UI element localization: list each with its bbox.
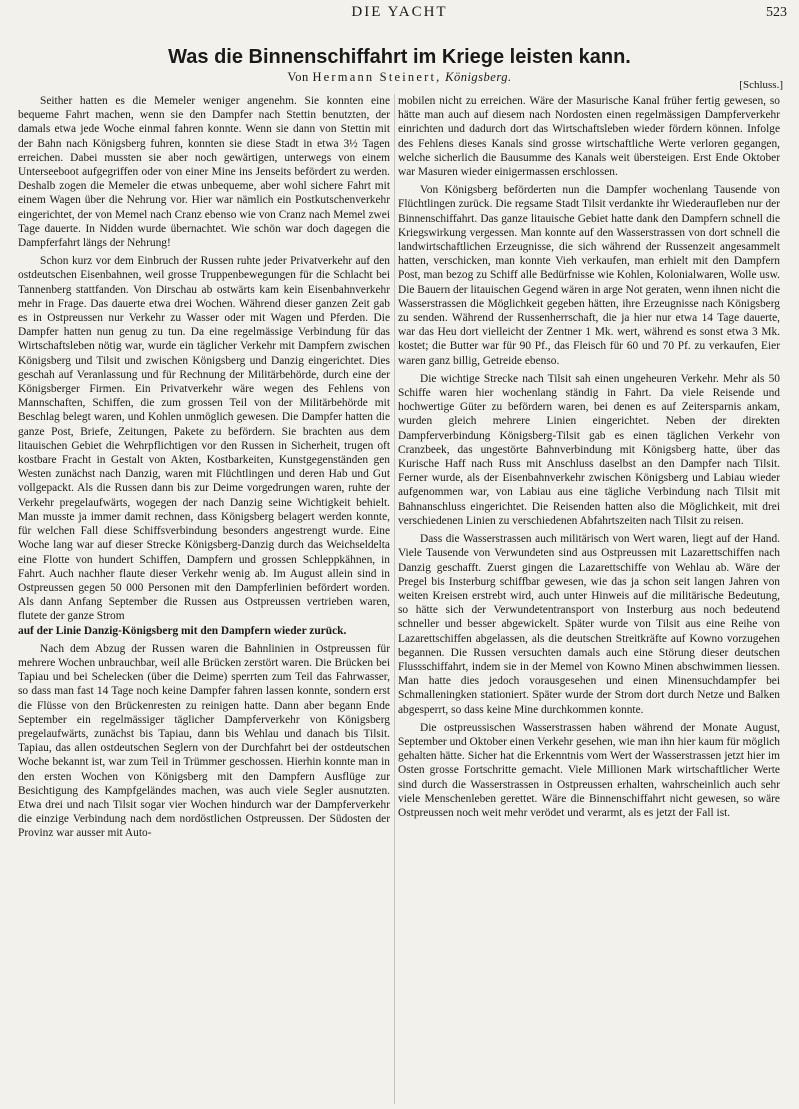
author-name: Hermann Steinert, bbox=[312, 70, 442, 84]
paragraph: Von Königsberg beförderten nun die Dampfer wochenlang Tausende von Flüchtlingen zurück. Die regsame Stadt Tilsit verdankte ihr Wiederaufleben nur der Binnenschiffahrt. Das ganze litauische Gebiet hatte dank den Dampfern schnell die Kriegswirkung vergessen. Man konnte auf den Wasserstrassen von dort schnell die landwirtschaftlichen Erzeugnisse, die sich während der Russenzeit angesammelt hatten, verschicken, man konnte Vieh verkaufen, man erhielt mit den Dampfern Post, man bezog zu Schiff alle Bedürfnisse wie Kohlen, Kolonialwaren, Wolle usw. Die Bauern der litauischen Gegend wären in arge Not geraten, wenn ihnen nicht die Wasserstrassen die Möglichkeit gegeben hätten, ihre Erzeugnisse nach Königsberg zu senden. Während der Russenherrschaft, die ja hier nur etwa 14 Tage dauerte, war das Heu dort vielleicht der Zentner 1 Mk. wert, während es sonst etwa 3 Mk. kostet; die Butter war für 90 Pf., das Fleisch für 60 und 70 Pf. zu verkaufen, Eier waren ganz billig, Getreide ebenso. bbox=[398, 184, 780, 367]
paragraph: Die ostpreussischen Wasserstrassen haben während der Monate August, September und Oktober einen Verkehr gesehen, wie man ihn hier kaum für möglich gehalten hätte. Sicher hat die Erkenntnis vom Wert der Wasserstrassen jetzt hier im Osten grosse Fortschritte gemacht. Viele Millionen Mark wirtschaftlicher Werte sind durch die Wasserstrassen in Ostpreussen erhalten, wahrscheinlich auch sehr viele Menschenleben gerettet. Wäre die Binnenschiffahrt nicht gewesen, so wäre Ostpreussen noch weit mehr verödet und verarmt, als es jetzt der Fall ist. bbox=[398, 721, 780, 819]
paragraph: Dass die Wasserstrassen auch militärisch von Wert waren, liegt auf der Hand. Viele Tausende von Verwundeten sind aus Ostpreussen mit Lazarettschiffen nach Danzig geschafft. Zuerst gingen die Lazarettschiffe von Wehlau ab. Wäre der Pregel bis Insterburg schiffbar gewesen, wie das ja schon seit langen Jahren von weiten Kreisen erstrebt wird, auch unter Hinweis auf die militärische Bedeutung, so hätte sich der Verwundetentransport von Insterburg aus noch bedeutend schneller und besser abgewickelt. Später wurde von Tilsit aus eine Reihe von Lazarettschiffen abgelassen, als die deutschen Streitkräfte auf Kowno vorzugehen begannen. Die Russen versuchten damals auch eine Störung dieser deutschen Flussschiffahrt, indem sie in der Memel von Kowno Minen abschwimmen liessen. Man hatte dies jedoch vorausgesehen und einen Minensuchdampfer bei Schmalleningken stationiert. Später wurde der Strom dort durch Netze und Balken abgesperrt, so dass keine Mine durchkommen konnte. bbox=[398, 533, 780, 716]
running-head bbox=[0, 4, 799, 21]
paragraph-bold: auf der Linie Danzig-Königsberg mit den Dampfern wieder zurück. bbox=[18, 624, 347, 637]
right-column bbox=[398, 94, 780, 824]
page-number: 523 bbox=[766, 5, 787, 20]
running-head-title: DIE YACHT bbox=[351, 4, 448, 20]
paragraph: mobilen nicht zu erreichen. Wäre der Masurische Kanal früher fertig gewesen, so hätte man auch auf diesem nach Nordosten einen regelmässigen Dampferverkehr einrichten und dadurch dort das Wirtschaftsleben wieder fördern können. Infolge des Fehlens dieses Kanals sind grosse wirtschaftliche Werte verloren gegangen, welche sicherlich die Bausumme des Kanals weit übersteigen. Erst Ende Oktober war Masuren wieder einigermassen erschlossen. bbox=[398, 95, 780, 179]
paragraph: Seither hatten es die Memeler weniger angenehm. Sie konnten eine bequeme Fahrt machen, wenn sie den Dampfer nach Stettin benutzten, der damals etwa jede Woche einmal fahren konnte. Wenn sie dann von Stettin mit der Bahn nach Königsberg fuhren, konnten sie diese Stadt in etwa 3½ Tagen erreichen. Dabei mussten sie aber noch gewärtigen, unterwegs von einem Unterseeboot aufgegriffen oder von einer Mine ins Jenseits befördert zu werden. Deshalb zogen die Memeler die etwas unbequeme, aber wohl sichere Fahrt mit einem Wagen über die Nehrung vor. Hier war nämlich ein Postkutschenverkehr eingerichtet, der von Memel nach Cranz ebenso wie von Cranz nach Memel zwei Tage dauerte. In Nidden wurde übernachtet. Wie schön war doch dagegen die Dampferfahrt längs der Nehrung! bbox=[18, 95, 390, 250]
left-column bbox=[18, 94, 390, 845]
paragraph: Schon kurz vor dem Einbruch der Russen ruhte jeder Privatverkehr auf den ostdeutschen Eisenbahnen, weil grosse Truppenbewegungen für die Schlacht bei Tannenberg stattfanden. Von Dirschau ab ostwärts kam kein Eisenbahnverkehr mehr in Frage. Das dauerte etwa drei Wochen. Während dieser ganzen Zeit gab es in Ostpreussen nur Verkehr zu Wasser oder mit Wagen und Pferden. Die Dampfer hatten nun genug zu tun. Da eine regelmässige Verbindung für das Wirtschaftsleben nötig war, wurde ein täglicher Verkehr mit Dampfern zwischen Königsberg und Tilsit und zwischen Königsberg und Danzig eingerichtet. Dies geschah auf Veranlassung und für Rechnung der Militärbehörde, durch eine der Königsberger Firmen. Ein Privatverkehr wäre wegen des Fehlens von Mannschaften, Schiffen, die zum grossen Teil von der Militärbehörde mit Beschlag belegt waren, und Kohlen unmöglich gewesen. Die Dampfer hatten die ganze Post, Briefe, Zeitungen, Pakete zu befördern. Sie brachten aus dem litauischen Gebiet die Wehrpflichtigen vor den Russen in Sicherheit, trugen oft kostbare Fracht in Gestalt von Akten, Kostbarkeiten, Kunstgegenständen gen Westen zunächst nach Danzig, waren mit Flüchtlingen und deren Hab und Gut vollgepackt. Als die Russen dann bis zur Deime vorgedrungen waren, ruhte der Verkehr pregelaufwärts, wogegen der nach Danzig seine Wichtigkeit behielt. Man musste ja immer damit rechnen, dass Königsberg belagert werden konnte, für welchen Fall diese Schiffsverbindung besonders angestrengt wurde. Eine Woche lang war auf dieser Strecke Königsberg-Danzig durch das Weichseldelta eine Flotte von hundert Schiffen, Dampfern und grossen Schleppkähnen, in Fahrt. Auch nachher flaute dieser Verkehr wenig ab. Im August allein sind in Ostpreussen gegen 50 000 Personen mit den Dampferlinien befördert worden. Als dann Anfang September die Russen aus Ostpreussen vertrieben waren, flutete der ganze Strom bbox=[18, 255, 390, 623]
paragraph: Nach dem Abzug der Russen waren die Bahnlinien in Ostpreussen für mehrere Wochen unbrauchbar, weil alle Brücken zerstört waren. Die Brücken bei Tapiau und bei Schelecken (über die Deime) sperrten zum Teil das Fahrwasser, so dass man fast 14 Tage noch keine Dampfer fahren lassen konnte, sondern erst die Flüsse von den Brückenresten zu reinigen hatte. Dann aber begann Ende September ein regelmässiger täglicher Dampferverkehr von Königsberg pregelaufwärts, zunächst bis Tapiau, dann bis Wehlau und danach bis Tilsit. Tapiau, das allen ostdeutschen Seglern von der Durchfahrt bei der ostdeutschen Woche bekannt ist, war zum Teil in Trümmer geschossen. Hierhin konnte man in den ersten Wochen von Königsberg mit den Dampfern Ausflüge zur Besichtigung des Kampfgeländes machen, was auch viele Segler ausnutzten. Etwa drei und nach Tilsit sogar vier Wochen hindurch war der Dampferverkehr die einzige Verbindung nach dem nordöstlichen Ostpreussen. Der Südosten der Provinz war ausser mit Auto- bbox=[18, 642, 390, 840]
continuation-note: [Schluss.] bbox=[739, 79, 783, 91]
paragraph: Die wichtige Strecke nach Tilsit sah einen ungeheuren Verkehr. Mehr als 50 Schiffe waren hier wochenlang ständig in Fahrt. Da viele Reisende und hochwertige Güter zu befördern waren, bei denen es auf Zeitersparnis ankam, wurden gleich mehrere Linien eingerichtet. Neben der direkten Dampferverbindung Königsberg-Tilsit gab es einen täglichen Verkehr von Cranzbeek, das ungestörte Bahnverbindung mit Königsberg hatte, über das Kurische Haff nach Russ mit Anschluss daselbst an den Dampfer nach Tilsit. Ferner wurde, als der Eisenbahnverkehr zwischen Königsberg und Labiau wieder aufgenommen war, von Labiau aus eine tägliche Verbindung nach Tilsit mit Bahnanschluss eingerichtet. Die Reisenden hatten also die Möglichkeit, mit drei verschiedenen Linien zu verschiedenen Abfahrtszeiten nach Tilsit zu reisen. bbox=[398, 372, 780, 527]
article-title: Was die Binnenschiffahrt im Kriege leisten kann. bbox=[168, 46, 631, 68]
column-divider bbox=[394, 94, 395, 1104]
byline bbox=[0, 70, 799, 85]
byline-prefix: Von bbox=[287, 70, 309, 84]
author-place: Königsberg. bbox=[445, 70, 512, 84]
